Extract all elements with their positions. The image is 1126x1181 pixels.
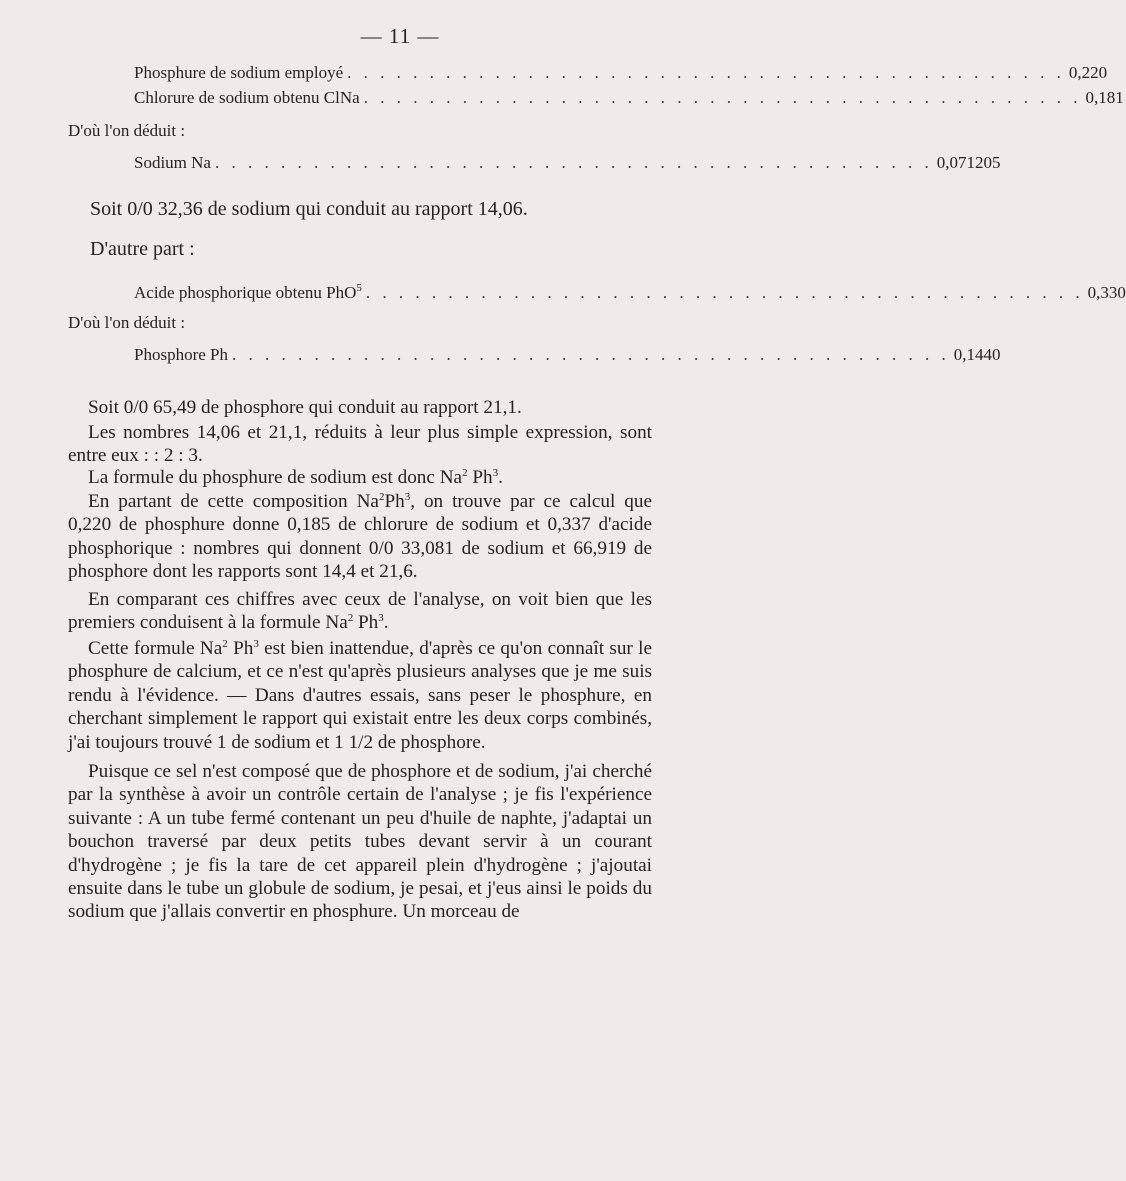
- row-label: Acide phosphorique obtenu PhO$^5$: [134, 282, 362, 302]
- row-value: 0,1440: [953, 345, 1001, 364]
- paragraph-nombres: Les nombres 14,06 et 21,1, réduits à leur plus simple expression, sont entre eux : : 2 : 3.: [68, 422, 652, 467]
- row-value: 0,330: [1087, 283, 1126, 302]
- dot-leader: . . . . . . . . . . . . . . . . . . . . . . . . . . . . . . . . . . . . . . . . . . . .: [214, 153, 933, 172]
- page-number: — 11 —: [360, 24, 440, 48]
- dot-leader: . . . . . . . . . . . . . . . . . . . . . . . . . . . . . . . . . . . . . . . . . . . .: [347, 63, 1065, 82]
- analysis-row-acide: [134, 282, 1126, 303]
- deduit-label-1: D'où l'on déduit :: [68, 121, 186, 140]
- row-label: Sodium Na: [134, 153, 211, 172]
- dot-leader: . . . . . . . . . . . . . . . . . . . . . . . . . . . . . . . . . . . . . . . . . . . .: [363, 88, 1082, 107]
- paragraph-comparant: En comparant ces chiffres avec ceux de l'analyse, on voit bien que les premiers conduisent à la formule Na$^2$ Ph$^3$.: [68, 589, 652, 634]
- paragraph-formule: La formule du phosphure de sodium est donc Na$^2$ Ph$^3$.: [88, 467, 503, 488]
- row-label: Phosphure de sodium employé: [134, 63, 344, 82]
- paragraph-composition: En partant de cette composition Na$^2$Ph$^3$, on trouve par ce calcul que 0,220 de phosphure donne 0,185 de chlorure de sodium et 0,337 d'acide phosphorique : nombres qui donnent 0/0 33,081 de sodium et 66,919 de phosphore dont les rapports sont 14,4 et 21,6.: [68, 491, 652, 583]
- row-value: 0,071205: [936, 153, 1001, 172]
- analysis-row-phosphore: [134, 345, 1001, 365]
- result-sodium: Soit 0/0 32,36 de sodium qui conduit au rapport 14,06.: [90, 198, 528, 220]
- autre-part-label: D'autre part :: [90, 238, 195, 260]
- analysis-row-sodium: [134, 153, 1001, 173]
- analysis-row-chlorure: [134, 88, 1124, 108]
- row-value: 0,220: [1068, 63, 1108, 82]
- row-value: 0,181: [1085, 88, 1124, 107]
- dot-leader: . . . . . . . . . . . . . . . . . . . . . . . . . . . . . . . . . . . . . . . . . . . .: [231, 345, 950, 364]
- deduit-label-2: D'où l'on déduit :: [68, 313, 186, 332]
- row-label: Phosphore Ph: [134, 345, 228, 364]
- analysis-row-phosphure: [134, 63, 1108, 83]
- row-label: Chlorure de sodium obtenu ClNa: [134, 88, 360, 107]
- paragraph-synthese: Puisque ce sel n'est composé que de phosphore et de sodium, j'ai cherché par la synthèse à avoir un contrôle certain de l'analyse ; je fis l'expérience suivante : A un tube fermé contenant un peu d'huile de naphte, j'adaptai un bouchon traversé par deux petits tubes devant servir à un courant d'hydrogène ; je fis la tare de cet appareil plein d'hydrogène ; j'ajoutai ensuite dans le tube un globule de sodium, je pesai, et j'eus ainsi le poids du sodium que j'allais convertir en phosphure. Un morceau de: [68, 761, 652, 923]
- paragraph-result-phosphore: Soit 0/0 65,49 de phosphore qui conduit au rapport 21,1.: [88, 397, 522, 418]
- superscript: 5: [356, 282, 362, 294]
- paragraph-inattendue: Cette formule Na$^2$ Ph$^3$ est bien inattendue, d'après ce qu'on connaît sur le phosphure de calcium, et ce n'est qu'après plusieurs analyses que je me suis rendu à l'évidence. — Dans d'autres essais, sans peser le phosphure, en cherchant simplement le rapport qui existait entre les deux corps combinés, j'ai toujours trouvé 1 de sodium et 1 1/2 de phosphore.: [68, 638, 652, 753]
- dot-leader: . . . . . . . . . . . . . . . . . . . . . . . . . . . . . . . . . . . . . . . . . . . .: [365, 283, 1084, 302]
